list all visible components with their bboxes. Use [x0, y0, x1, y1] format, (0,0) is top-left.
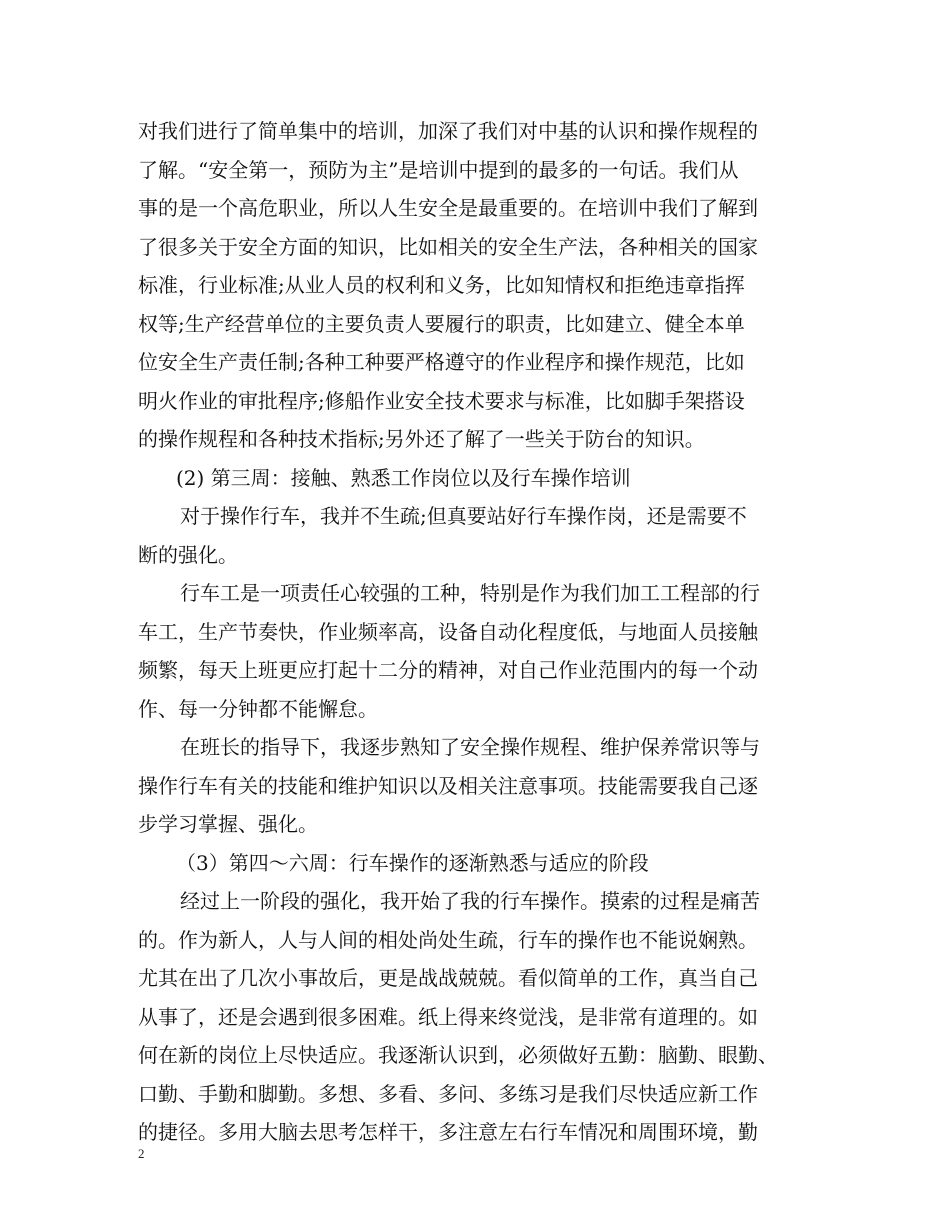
document-body	[138, 112, 818, 1152]
body-line: 口勤、手勤和脚勤。多想、多看、多问、多练习是我们尽快适应新工作	[138, 1081, 758, 1106]
body-line: 频繁，每天上班更应打起十二分的精神，对自己作业范围内的每一个动	[138, 658, 758, 682]
body-line: 了解。“安全第一，预防为主”是培训中提到的最多的一句话。我们从	[138, 157, 739, 182]
body-line: 明火作业的审批程序;修船作业安全技术要求与标准，比如脚手架搭设	[138, 388, 745, 413]
body-line: 作、每一分钟都不能懈怠。	[138, 696, 378, 721]
body-line: 尤其在出了几次小事故后，更是战战兢兢。看似简单的工作，真当自己	[138, 966, 758, 990]
body-line: 事的是一个高危职业，所以人生安全是最重要的。在培训中我们了解到	[138, 196, 758, 220]
paragraph-start-line: 在班长的指导下，我逐步熟知了安全操作规程、维护保养常识等与	[180, 735, 760, 759]
body-line: 车工，生产节奏快，作业频率高，设备自动化程度低，与地面人员接触	[138, 619, 758, 644]
body-line: 标准，行业标准;从业人员的权利和义务，比如知情权和拒绝违章指挥	[138, 273, 745, 297]
paragraph-start-line: 对于操作行车，我并不生疏;但真要站好行车操作岗，还是需要不	[180, 504, 747, 528]
body-line: 从事了，还是会遇到很多困难。纸上得来终觉浅，是非常有道理的。如	[138, 1004, 758, 1029]
body-line: 的。作为新人，人与人间的相处尚处生疏，行车的操作也不能说娴熟。	[138, 927, 758, 952]
body-line: 位安全生产责任制;各种工种要严格遵守的作业程序和操作规范，比如	[138, 350, 745, 374]
section-heading: (2) 第三周：接触、熟悉工作岗位以及行车操作培训	[176, 465, 631, 490]
body-line: 操作行车有关的技能和维护知识以及相关注意事项。技能需要我自己逐	[138, 773, 758, 798]
paragraph-start-line: 经过上一阶段的强化，我开始了我的行车操作。摸索的过程是痛苦	[180, 889, 760, 913]
body-line: 对我们进行了简单集中的培训，加深了我们对中基的认识和操作规程的	[138, 119, 758, 143]
body-line: 何在新的岗位上尽快适应。我逐渐认识到，必须做好五勤：脑勤、眼勤、	[138, 1043, 778, 1067]
body-line: 的操作规程和各种技术指标;另外还了解了一些关于防台的知识。	[138, 427, 705, 451]
body-line: 断的强化。	[138, 542, 238, 567]
body-line: 的捷径。多用大脑去思考怎样干，多注意左右行车情况和周围环境，勤	[138, 1120, 758, 1144]
page-number: 2	[138, 1146, 145, 1161]
paragraph-start-line: 行车工是一项责任心较强的工种，特别是作为我们加工工程部的行	[180, 581, 760, 605]
body-line: 权等;生产经营单位的主要负责人要履行的职责，比如建立、健全本单	[138, 311, 745, 336]
body-line: 步学习掌握、强化。	[138, 812, 318, 836]
body-line: 了很多关于安全方面的知识，比如相关的安全生产法，各种相关的国家	[138, 234, 758, 259]
section-heading: （3）第四～六周：行车操作的逐渐熟悉与适应的阶段	[176, 850, 649, 875]
